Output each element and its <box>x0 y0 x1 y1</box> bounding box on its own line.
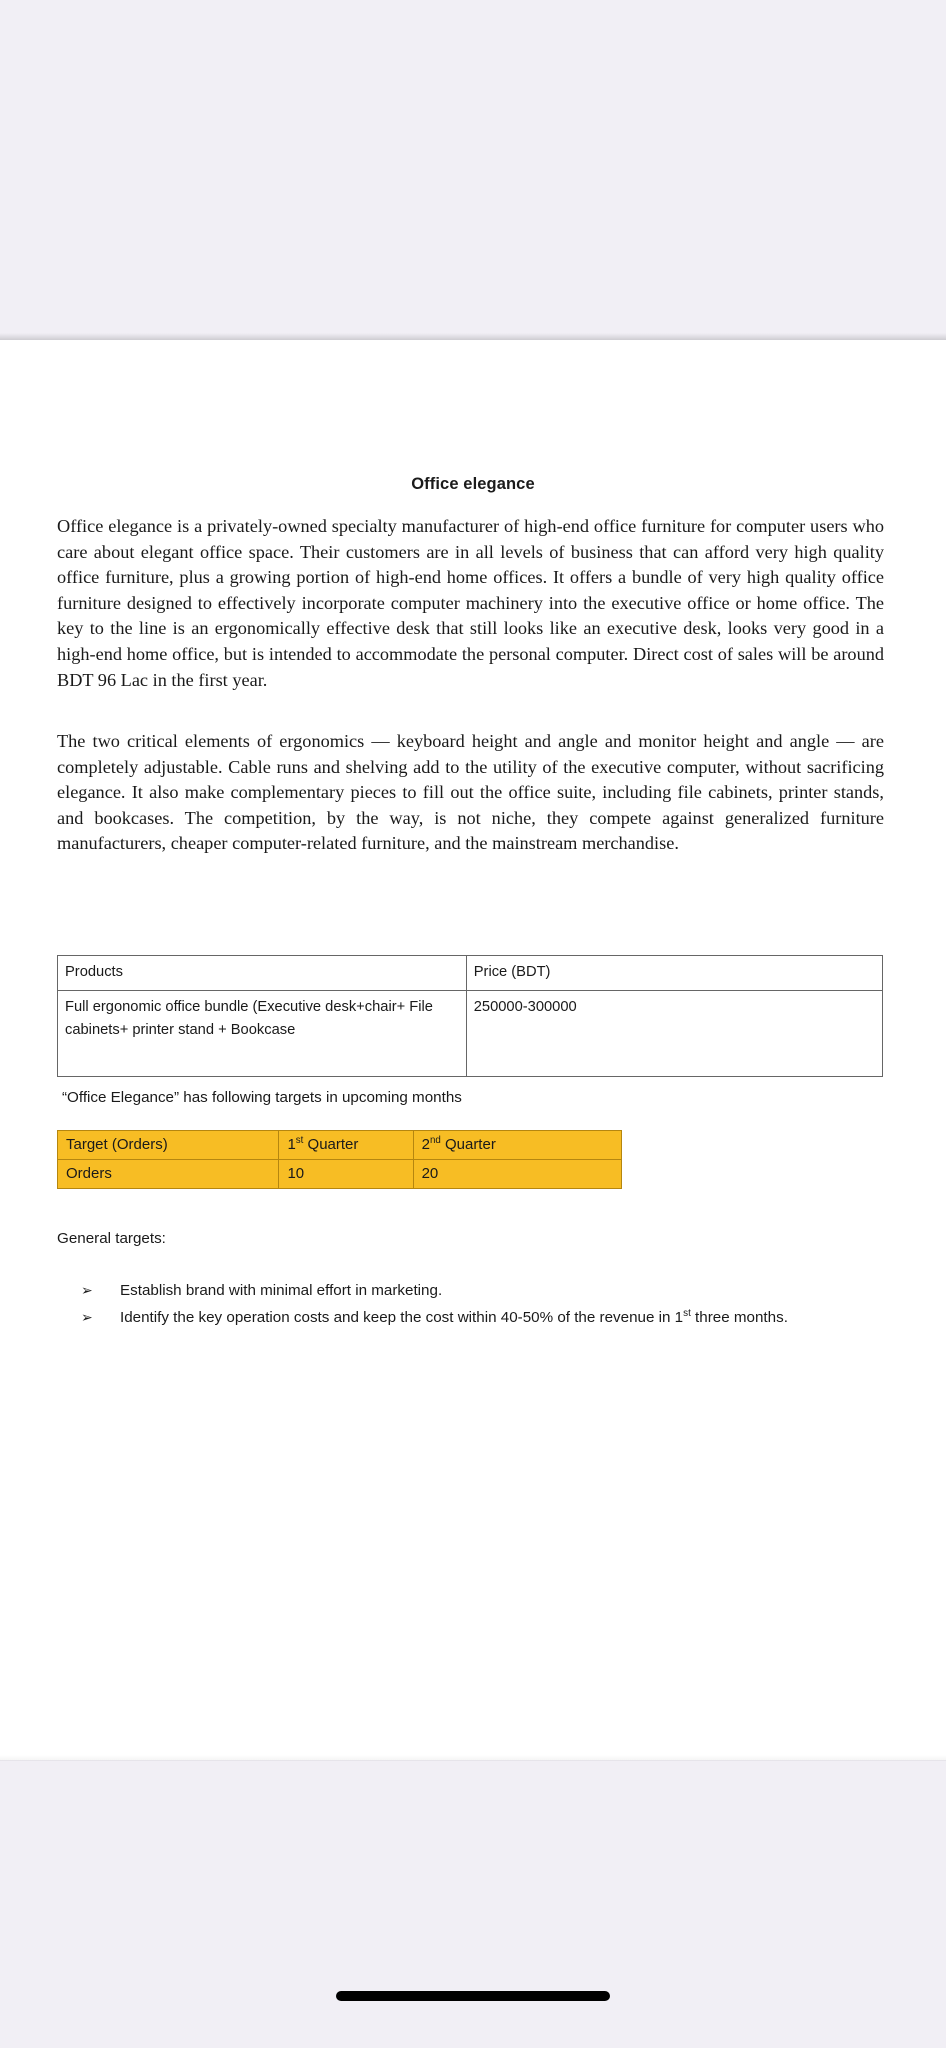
product-name-cell: Full ergonomic office bundle (Executive desk+chair+ File cabinets+ printer stand + Bookcase <box>58 991 467 1077</box>
list-item <box>81 1278 871 1304</box>
table-row <box>58 991 883 1077</box>
q1-suffix: Quarter <box>303 1136 359 1153</box>
table-row <box>58 1160 622 1189</box>
targets-intro-text: “Office Elegance” has following targets in upcoming months <box>62 1089 462 1106</box>
bullet-text-before: Identify the key operation costs and keep the cost within 40-50% of the revenue in 1 <box>120 1309 684 1326</box>
arrow-bullet-icon: ➢ <box>81 1283 93 1299</box>
q1-number: 1 <box>287 1136 296 1153</box>
paragraph-intro: Office elegance is a privately-owned specialty manufacturer of high-end office furniture for computer users who care about elegant office space. Their customers are in all levels of business that can afford very high quality office furniture, plus a growing portion of high-end home offices. It offers a bundle of very high quality office furniture designed to effectively incorporate computer machinery into the executive office or home office. The key to the line is an ergonomically effective desk that still looks like an executive desk, looks very good in a high-end home office, but is intended to accommodate the personal computer. Direct cost of sales will be around BDT 96 Lac in the first year. <box>57 516 884 690</box>
list-item <box>81 1305 871 1331</box>
home-indicator[interactable] <box>336 1991 610 2001</box>
products-header-cell: Products <box>58 956 467 991</box>
products-table <box>57 955 883 1077</box>
general-targets-list <box>81 1278 871 1332</box>
table-row-header <box>58 1131 622 1160</box>
q2-number: 2 <box>421 1136 430 1153</box>
product-price-cell: 250000-300000 <box>466 991 882 1077</box>
bullet-text-after: three months. <box>690 1309 788 1326</box>
q1-header-cell <box>279 1131 413 1160</box>
viewer-bottom-gutter <box>0 1761 946 2048</box>
bullet-text: Establish brand with minimal effort in marketing. <box>120 1282 443 1299</box>
document-page[interactable] <box>0 340 946 1760</box>
price-header-cell: Price (BDT) <box>466 956 882 991</box>
orders-q1-cell: 10 <box>279 1160 413 1189</box>
q2-header-cell <box>413 1131 621 1160</box>
q2-suffix: Quarter <box>440 1136 496 1153</box>
q2-ordinal: nd <box>429 1135 441 1146</box>
q1-ordinal: st <box>295 1135 304 1146</box>
general-targets-heading: General targets: <box>57 1230 166 1247</box>
bullet-ordinal: st <box>683 1307 691 1319</box>
page-top-shadow <box>0 333 946 340</box>
arrow-bullet-icon: ➢ <box>81 1310 93 1326</box>
viewer-top-gutter <box>0 0 946 338</box>
table-row-header <box>58 956 883 991</box>
target-orders-table <box>57 1130 622 1189</box>
paragraph-ergonomics: The two critical elements of ergonomics — keyboard height and angle and monitor height and angle — are completely adjustable. Cable runs and shelving add to the utility of the executive computer, without sacrificing elegance. It also make complementary pieces to fill out the office suite, including file cabinets, printer stands, and bookcases. The competition, by the way, is not niche, they compete against generalized furniture manufacturers, cheaper computer-related furniture, and the mainstream merchandise. <box>57 731 884 854</box>
orders-label-cell: Orders <box>58 1160 279 1189</box>
page-title: Office elegance <box>411 475 535 493</box>
orders-q2-cell: 20 <box>413 1160 621 1189</box>
target-orders-header-cell: Target (Orders) <box>58 1131 279 1160</box>
